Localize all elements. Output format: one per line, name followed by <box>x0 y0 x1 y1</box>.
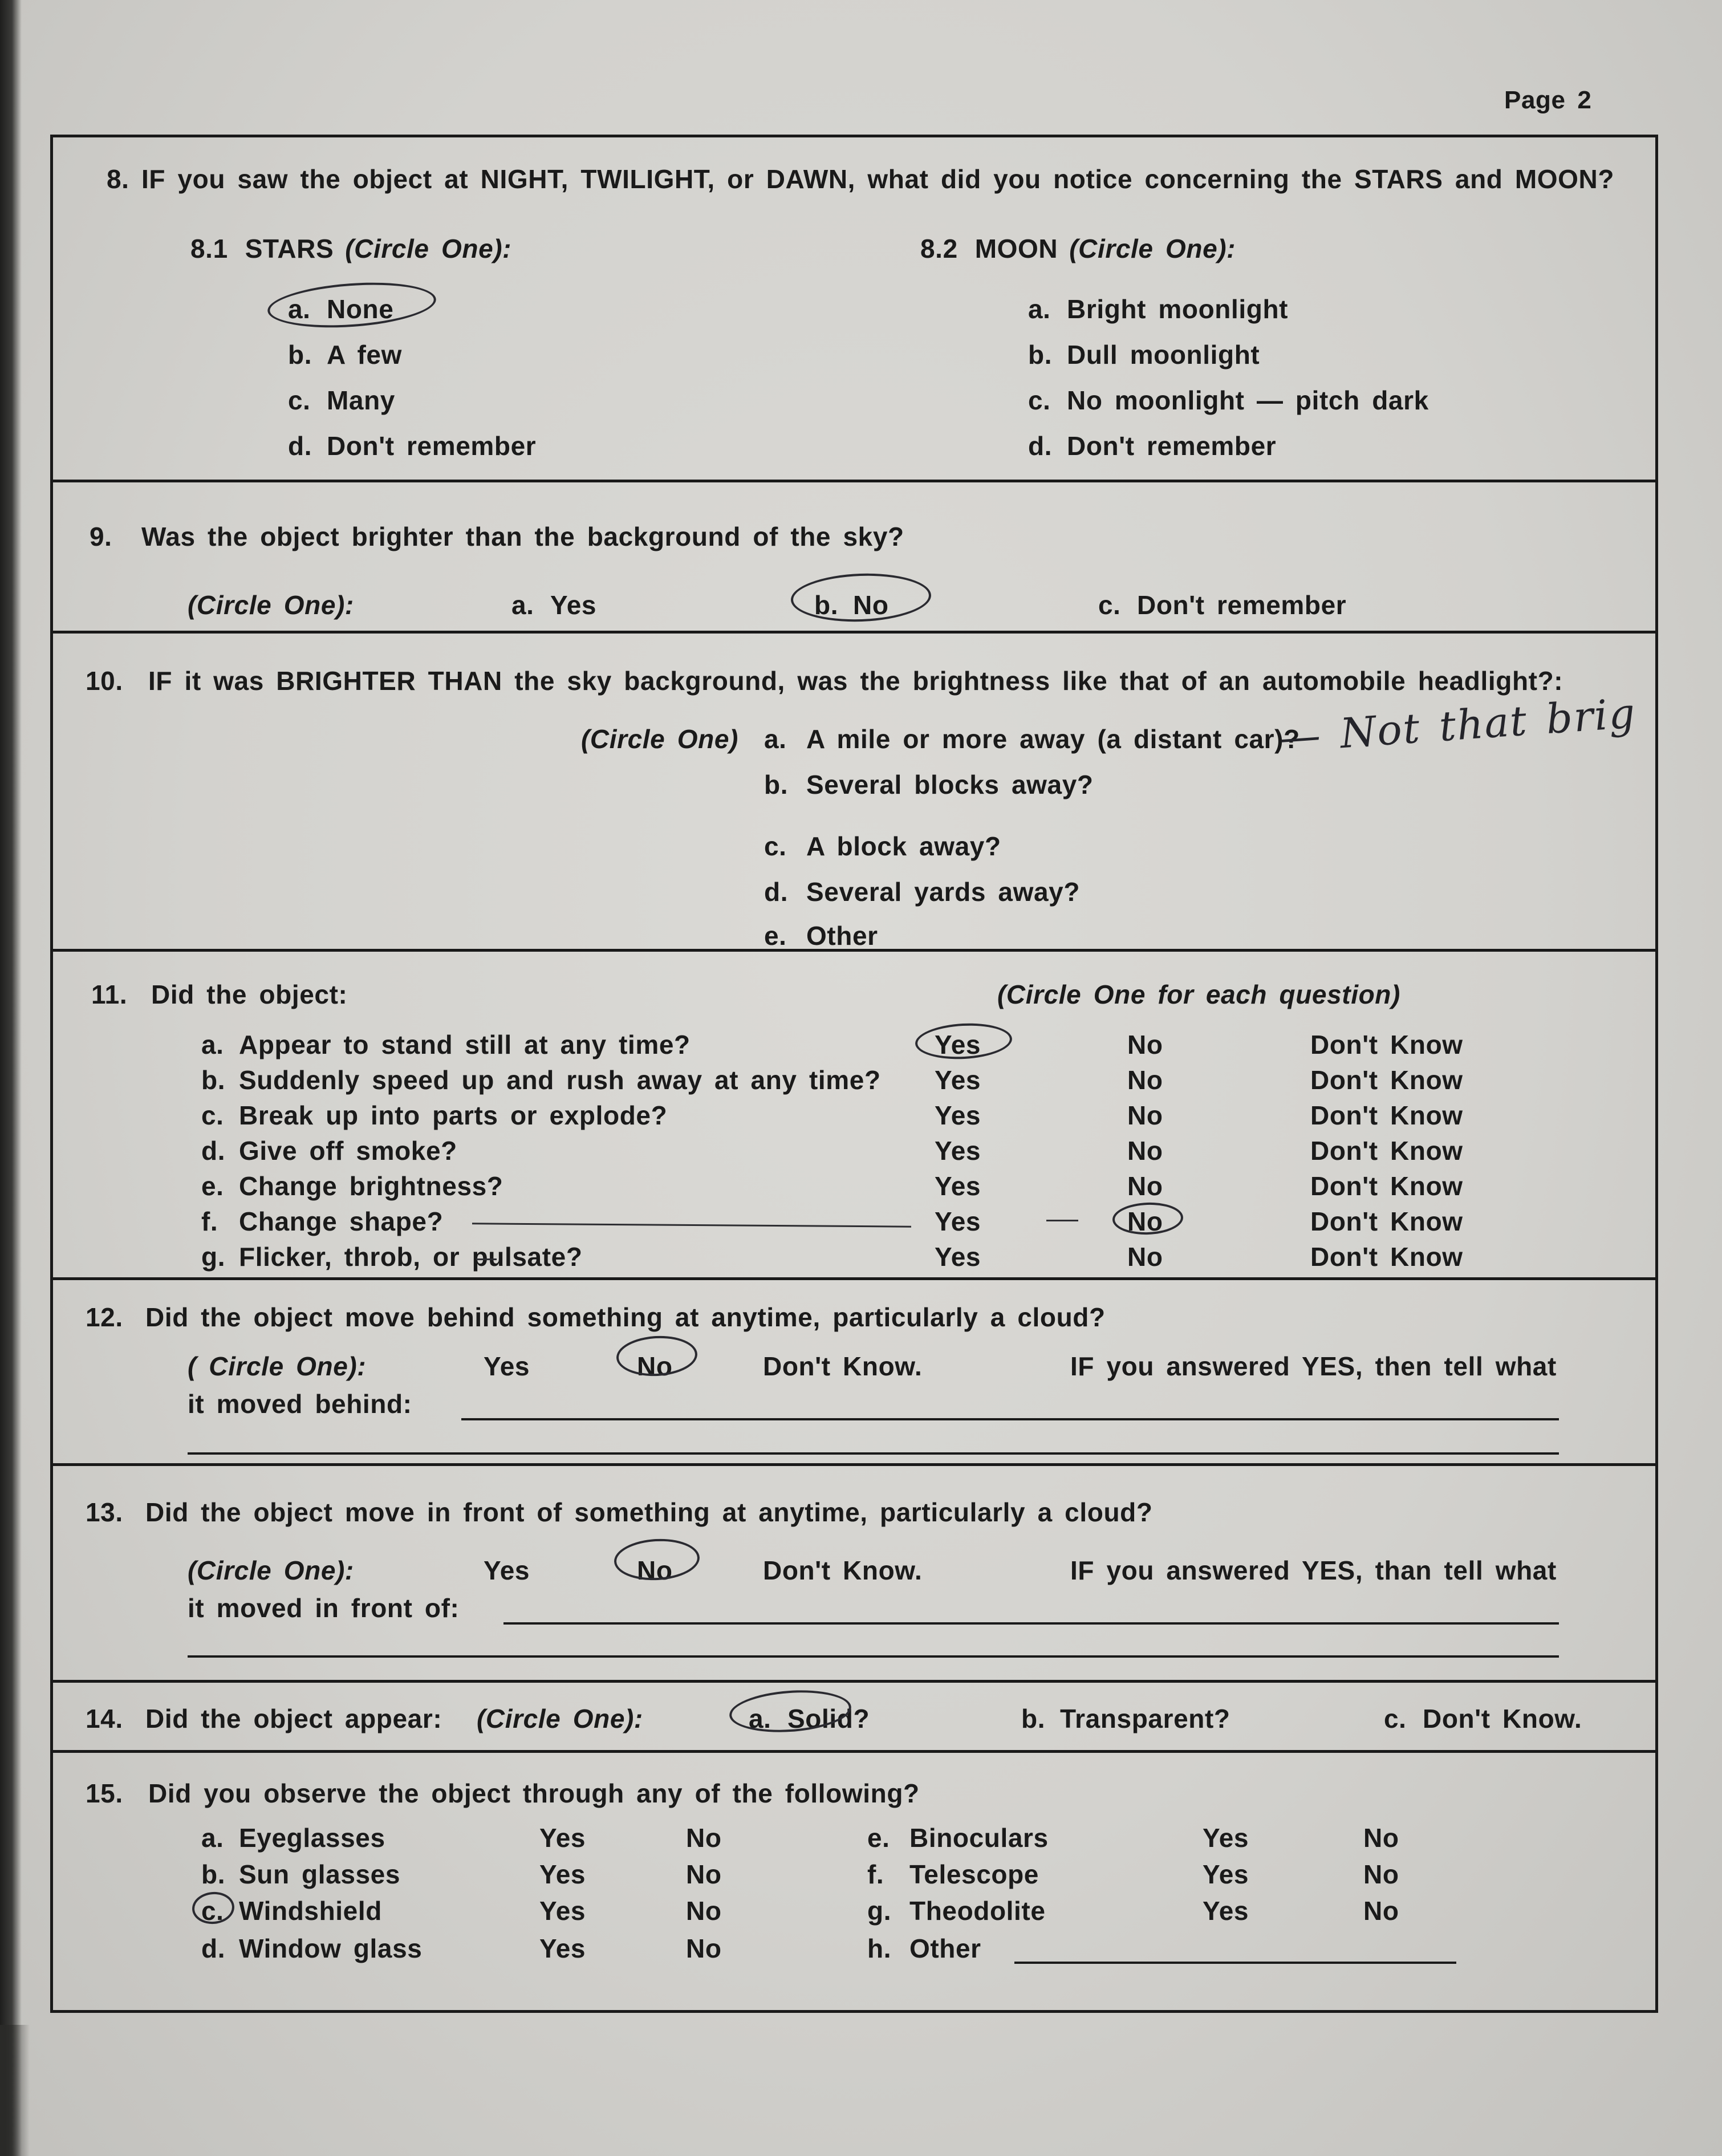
option-letter: c. <box>1028 385 1051 415</box>
answer-yes: Yes <box>539 1823 586 1853</box>
option-letter: a. <box>201 1030 224 1059</box>
option-label: Solid? <box>787 1704 870 1733</box>
moon-option-a <box>1028 295 1288 324</box>
answer-yes: Yes <box>935 1136 981 1166</box>
answer-yes: Yes <box>935 1101 981 1130</box>
pen-circle-stars-none <box>266 278 438 332</box>
q8-number: 8. <box>107 164 129 194</box>
moon-option-c <box>1028 386 1429 415</box>
q15-other-fill-line <box>1014 1962 1456 1964</box>
answer-no: No <box>686 1823 722 1853</box>
answer-no: No <box>1127 1136 1163 1166</box>
q11-row-g <box>53 1243 1655 1278</box>
option-label: Sun glasses <box>239 1859 401 1889</box>
q14-text: Did the object appear: <box>145 1704 442 1733</box>
section-q14 <box>53 1683 1655 1753</box>
answer-no: No <box>1363 1896 1399 1926</box>
option-letter: c. <box>1384 1704 1407 1733</box>
q13-fill-label: it moved in front of: <box>188 1593 460 1623</box>
option-letter: a. <box>201 1823 224 1853</box>
answer-dont-know: Don't Know <box>1310 1101 1463 1130</box>
q10-option-e <box>764 921 878 951</box>
q9-option-c <box>1098 591 1346 620</box>
option-letter: b. <box>201 1859 226 1889</box>
q12-tail-text: IF you answered YES, then tell what <box>1070 1351 1557 1381</box>
answer-no: No <box>686 1934 722 1963</box>
q13-fill-line-2 <box>188 1655 1559 1658</box>
pen-circle-q13-no <box>613 1537 701 1582</box>
answer-dont-know: Don't Know <box>1310 1030 1463 1059</box>
option-label: Don't remember <box>327 431 537 461</box>
stars-heading-number: 8.1 <box>190 234 228 263</box>
option-label: Transparent? <box>1060 1704 1230 1733</box>
option-letter: a. <box>1028 294 1051 324</box>
answer-no: No <box>1127 1171 1163 1201</box>
option-label: Other <box>806 921 878 951</box>
q11-row-b <box>53 1066 1655 1101</box>
option-letter: d. <box>201 1934 226 1963</box>
answer-dont-know: Don't Know <box>1310 1207 1463 1236</box>
option-label: None <box>327 294 394 324</box>
q11-row-c <box>53 1101 1655 1136</box>
moon-heading <box>920 234 1236 263</box>
q11-text: Did the object: <box>151 980 348 1009</box>
q13-text: Did the object move in front of something at anytime, particularly a cloud? <box>145 1497 1153 1527</box>
option-letter: g. <box>867 1896 892 1926</box>
answer-yes: Yes <box>539 1934 586 1963</box>
option-letter: h. <box>867 1934 892 1963</box>
option-label: Other <box>909 1934 981 1963</box>
option-letter: e. <box>764 921 787 951</box>
answer-dont-know: Don't Know <box>1310 1065 1463 1095</box>
answer-dont-know: Don't Know <box>1310 1242 1463 1272</box>
q9-number: 9. <box>90 522 112 551</box>
q10-number: 10. <box>86 666 123 696</box>
q10-text: IF it was BRIGHTER THAN the sky background, was the brightness like that of an automobile headlight?: <box>148 666 1563 696</box>
answer-no: No <box>1127 1242 1163 1272</box>
section-q9 <box>53 482 1655 634</box>
answer-yes: Yes <box>539 1896 586 1926</box>
option-letter: c. <box>764 831 787 861</box>
stars-option-c <box>288 386 395 415</box>
option-label: A mile or more away (a distant car)? <box>806 724 1300 754</box>
answer-yes: Yes <box>935 1171 981 1201</box>
stars-option-b <box>288 340 402 370</box>
option-label: Several blocks away? <box>806 770 1094 799</box>
option-label: Binoculars <box>909 1823 1049 1853</box>
option-letter: c. <box>201 1896 224 1926</box>
q15-row-d <box>53 1934 1655 1970</box>
option-letter: f. <box>867 1859 884 1889</box>
section-q10 <box>53 634 1655 952</box>
q12-circle-one-label: ( Circle One): <box>188 1351 367 1381</box>
moon-option-d <box>1028 432 1276 461</box>
q13-answer-yes: Yes <box>484 1556 530 1585</box>
option-label: Change shape? <box>239 1207 444 1236</box>
answer-no: No <box>686 1896 722 1926</box>
stars-circle-one-label: (Circle One): <box>345 234 512 263</box>
q15-number: 15. <box>86 1779 123 1808</box>
answer-no: No <box>686 1859 722 1889</box>
q13-tail-text: IF you answered YES, than tell what <box>1070 1556 1557 1585</box>
answer-no: No <box>1127 1030 1163 1059</box>
section-q13 <box>53 1466 1655 1683</box>
q10-option-a <box>764 725 1300 754</box>
q13-number: 13. <box>86 1497 123 1527</box>
q10-option-c <box>764 832 1001 861</box>
q14-circle-one-label: (Circle One): <box>477 1704 643 1733</box>
stars-option-d <box>288 432 536 461</box>
option-letter: a. <box>288 294 311 324</box>
option-letter: c. <box>288 385 311 415</box>
option-label: Break up into parts or explode? <box>239 1101 668 1130</box>
option-label: A few <box>327 340 402 370</box>
option-label: Theodolite <box>909 1896 1046 1926</box>
section-q12 <box>53 1280 1655 1466</box>
option-label: Give off smoke? <box>239 1136 457 1166</box>
option-label: Appear to stand still at any time? <box>239 1030 691 1059</box>
pen-dash-q11g <box>476 1258 497 1260</box>
q11-row-a <box>53 1030 1655 1066</box>
section-q11 <box>53 952 1655 1280</box>
option-label: No <box>853 590 889 620</box>
answer-dont-know: Don't Know <box>1310 1136 1463 1166</box>
q12-number: 12. <box>86 1302 123 1332</box>
option-label: Suddenly speed up and rush away at any time? <box>239 1065 881 1095</box>
option-letter: d. <box>1028 431 1053 461</box>
option-letter: c. <box>201 1101 224 1130</box>
option-label: Yes <box>550 590 597 620</box>
pen-circle-q9-no <box>790 571 932 624</box>
option-label: Telescope <box>909 1859 1039 1889</box>
pen-circle-q12-no <box>615 1334 698 1378</box>
answer-yes: Yes <box>935 1242 981 1272</box>
option-label: Flicker, throb, or pulsate? <box>239 1242 583 1272</box>
option-letter: a. <box>764 724 787 754</box>
option-label: Many <box>327 385 395 415</box>
option-letter: d. <box>288 431 312 461</box>
option-label: Windshield <box>239 1896 382 1926</box>
moon-heading-title: MOON <box>974 234 1058 263</box>
option-letter: b. <box>814 590 839 620</box>
stars-heading-title: STARS <box>245 234 334 263</box>
option-letter: d. <box>764 877 789 907</box>
moon-option-b <box>1028 340 1260 370</box>
option-label: Don't remember <box>1137 590 1347 620</box>
q12-answer-dont-know: Don't Know. <box>763 1351 923 1381</box>
q12-fill-line-1 <box>461 1418 1559 1420</box>
q14-number: 14. <box>86 1704 123 1733</box>
option-letter: e. <box>867 1823 890 1853</box>
option-letter: c. <box>1098 590 1121 620</box>
answer-dont-know: Don't Know <box>1310 1171 1463 1201</box>
answer-yes: Yes <box>935 1030 981 1059</box>
q10-option-b <box>764 770 1094 799</box>
section-q8 <box>53 137 1655 482</box>
q12-fill-label: it moved behind: <box>188 1389 412 1419</box>
questionnaire-form <box>50 135 1658 2013</box>
answer-yes: Yes <box>1203 1859 1249 1889</box>
option-label: Don't Know. <box>1423 1704 1582 1733</box>
q13-circle-one-label: (Circle One): <box>188 1556 354 1585</box>
option-letter: d. <box>201 1136 226 1166</box>
option-label: Dull moonlight <box>1067 340 1260 370</box>
q11-instruction: (Circle One for each question) <box>997 980 1400 1009</box>
q9-text: Was the object brighter than the background of the sky? <box>141 522 904 551</box>
answer-yes: Yes <box>1203 1896 1249 1926</box>
q14-option-b <box>1021 1704 1230 1733</box>
section-q15 <box>53 1753 1655 2010</box>
option-letter: e. <box>201 1171 224 1201</box>
option-label: Bright moonlight <box>1067 294 1289 324</box>
q10-option-d <box>764 878 1080 907</box>
scanner-edge-shadow <box>0 0 22 2156</box>
option-label: Several yards away? <box>806 877 1081 907</box>
option-letter: g. <box>201 1242 226 1272</box>
q15-row-a <box>53 1824 1655 1859</box>
answer-no: No <box>1127 1101 1163 1130</box>
option-label: Don't remember <box>1067 431 1277 461</box>
q12-answer-no: No <box>637 1351 673 1381</box>
option-letter: b. <box>1021 1704 1046 1733</box>
option-letter: b. <box>288 340 312 370</box>
answer-no: No <box>1127 1065 1163 1095</box>
option-letter: b. <box>764 770 789 799</box>
option-letter: a. <box>749 1704 771 1733</box>
stars-heading <box>190 234 511 263</box>
q11-row-d <box>53 1136 1655 1172</box>
answer-yes: Yes <box>1203 1823 1249 1853</box>
moon-circle-one-label: (Circle One): <box>1069 234 1236 263</box>
answer-no: No <box>1363 1823 1399 1853</box>
q10-circle-one-label: (Circle One) <box>581 724 738 754</box>
q15-row-b <box>53 1860 1655 1895</box>
option-label: No moonlight — pitch dark <box>1067 385 1429 415</box>
q14-option-c <box>1384 1704 1582 1733</box>
answer-no: No <box>1127 1207 1163 1236</box>
q12-text: Did the object move behind something at anytime, particularly a cloud? <box>145 1302 1106 1332</box>
q13-fill-line-1 <box>503 1622 1559 1625</box>
q12-fill-line-2 <box>188 1452 1559 1455</box>
q11-number: 11. <box>91 980 128 1009</box>
q15-row-c <box>53 1897 1655 1932</box>
answer-yes: Yes <box>935 1065 981 1095</box>
page-number: Page 2 <box>1504 86 1592 114</box>
option-label: Change brightness? <box>239 1171 503 1201</box>
option-letter: b. <box>1028 340 1053 370</box>
q11-row-e <box>53 1172 1655 1207</box>
answer-yes: Yes <box>539 1859 586 1889</box>
q8-text: IF you saw the object at NIGHT, TWILIGHT, or DAWN, what did you notice concerning the STARS and MOON? <box>141 164 1615 194</box>
answer-no: No <box>1363 1859 1399 1889</box>
q15-text: Did you observe the object through any of the following? <box>148 1779 920 1808</box>
option-letter: b. <box>201 1065 226 1095</box>
q9-circle-one-label: (Circle One): <box>188 590 354 620</box>
option-label: Eyeglasses <box>239 1823 385 1853</box>
q13-answer-no: No <box>637 1556 673 1585</box>
answer-yes: Yes <box>935 1207 981 1236</box>
option-label: A block away? <box>806 831 1001 861</box>
scan-corner-mark <box>0 2025 30 2156</box>
q9-option-a <box>511 591 596 620</box>
option-label: Window glass <box>239 1934 423 1963</box>
pen-dash-q11f <box>1046 1220 1078 1221</box>
q13-answer-dont-know: Don't Know. <box>763 1556 923 1585</box>
option-letter: a. <box>511 590 534 620</box>
handwritten-annotation: — Not that brig <box>1277 689 1638 762</box>
moon-heading-number: 8.2 <box>920 234 958 263</box>
option-letter: f. <box>201 1207 218 1236</box>
q12-answer-yes: Yes <box>484 1351 530 1381</box>
